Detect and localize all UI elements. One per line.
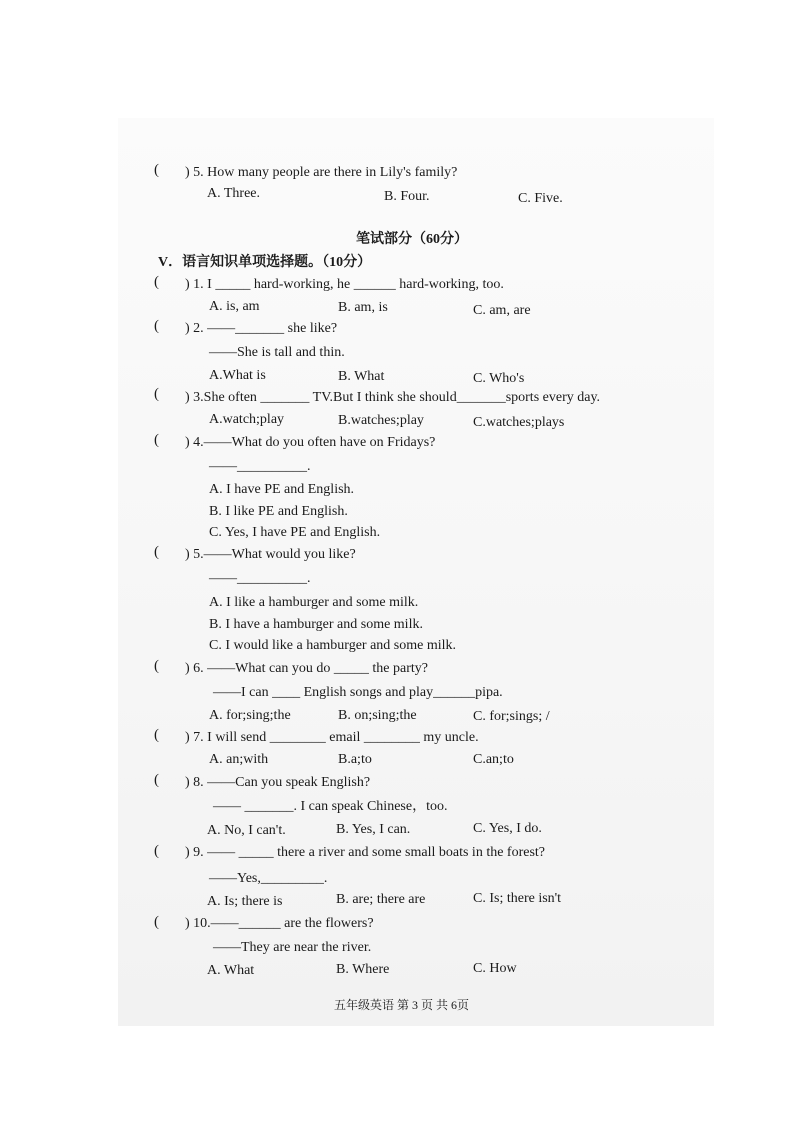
answer-paren: (	[154, 432, 159, 448]
option-b: B. What	[338, 369, 385, 384]
page-footer: 五年级英语 第 3 页 共 6页	[334, 998, 470, 1012]
option-a: A. Three.	[207, 186, 260, 201]
question-6: ) 6. ——What can you do _____ the party?	[185, 661, 428, 676]
option-c: C. Yes, I have PE and English.	[209, 525, 381, 540]
answer-paren: (	[154, 274, 159, 290]
answer-paren: (	[154, 843, 159, 859]
question-9: ) 9. —— _____ there a river and some small boats in the forest?	[185, 845, 546, 860]
option-c: C. am, are	[473, 303, 531, 318]
question-10-reply: ——They are near the river.	[213, 940, 372, 955]
question-1: ) 1. I _____ hard-working, he ______ hard-working, too.	[185, 277, 504, 292]
option-a: A.watch;play	[209, 412, 285, 427]
question-10: ) 10.——______ are the flowers?	[185, 916, 374, 931]
question-6-reply: ——I can ____ English songs and play______pipa.	[213, 685, 503, 700]
question-4-blank: ——__________.	[209, 459, 311, 474]
option-c: C.watches;plays	[473, 415, 565, 430]
option-c: C.an;to	[473, 752, 514, 767]
option-a: A. I have PE and English.	[209, 482, 355, 497]
answer-paren: (	[154, 658, 159, 674]
option-b: B.watches;play	[338, 413, 424, 428]
question-9-reply: ——Yes,_________.	[209, 871, 328, 886]
option-a: A. an;with	[209, 752, 269, 767]
option-a: A. is, am	[209, 299, 260, 314]
option-c: C. Is; there isn't	[473, 891, 562, 906]
option-c: C. Five.	[518, 191, 563, 206]
answer-paren: (	[154, 162, 159, 178]
question-2: ) 2. ——_______ she like?	[185, 321, 338, 336]
option-b: B.a;to	[338, 752, 372, 767]
option-b: B. Where	[336, 962, 390, 977]
option-a: A. No, I can't.	[207, 823, 286, 838]
answer-paren: (	[154, 544, 159, 560]
answer-paren: (	[154, 386, 159, 402]
option-c: C. How	[473, 961, 517, 976]
question-4: ) 4.——What do you often have on Fridays?	[185, 435, 436, 450]
answer-paren: (	[154, 727, 159, 743]
question-3: ) 3.She often _______ TV.But I think she should_______sports every day.	[185, 390, 601, 405]
question-8: ) 8. ——Can you speak English?	[185, 775, 371, 790]
question-7: ) 7. I will send ________ email ________ my uncle.	[185, 730, 479, 745]
option-b: B. am, is	[338, 300, 388, 315]
option-a: A. What	[207, 963, 255, 978]
option-c: C. for;sings; /	[473, 709, 550, 724]
question-5: ) 5.——What would you like?	[185, 547, 356, 562]
answer-paren: (	[154, 914, 159, 930]
option-a: A.What is	[209, 368, 266, 383]
written-section-title: 笔试部分（60分）	[356, 232, 468, 247]
option-a: A. Is; there is	[207, 894, 283, 909]
answer-paren: (	[154, 318, 159, 334]
option-b: B. Yes, I can.	[336, 822, 411, 837]
question-2-reply: ——She is tall and thin.	[209, 345, 345, 360]
listening-question-5: ) 5. How many people are there in Lily's family?	[185, 165, 458, 180]
option-b: B. are; there are	[336, 892, 426, 907]
option-b: B. I like PE and English.	[209, 504, 348, 519]
option-b: B. Four.	[384, 189, 430, 204]
option-a: A. I like a hamburger and some milk.	[209, 595, 419, 610]
option-b: B. on;sing;the	[338, 708, 417, 723]
option-c: C. Yes, I do.	[473, 821, 542, 836]
part-v-heading: V．语言知识单项选择题。（10分）	[158, 255, 372, 270]
option-a: A. for;sing;the	[209, 708, 291, 723]
option-b: B. I have a hamburger and some milk.	[209, 617, 423, 632]
option-c: C. I would like a hamburger and some milk.	[209, 638, 457, 653]
question-5-blank: ——__________.	[209, 571, 311, 586]
question-8-reply: —— _______. I can speak Chinese，too.	[213, 799, 448, 814]
option-c: C. Who's	[473, 371, 525, 386]
answer-paren: (	[154, 772, 159, 788]
